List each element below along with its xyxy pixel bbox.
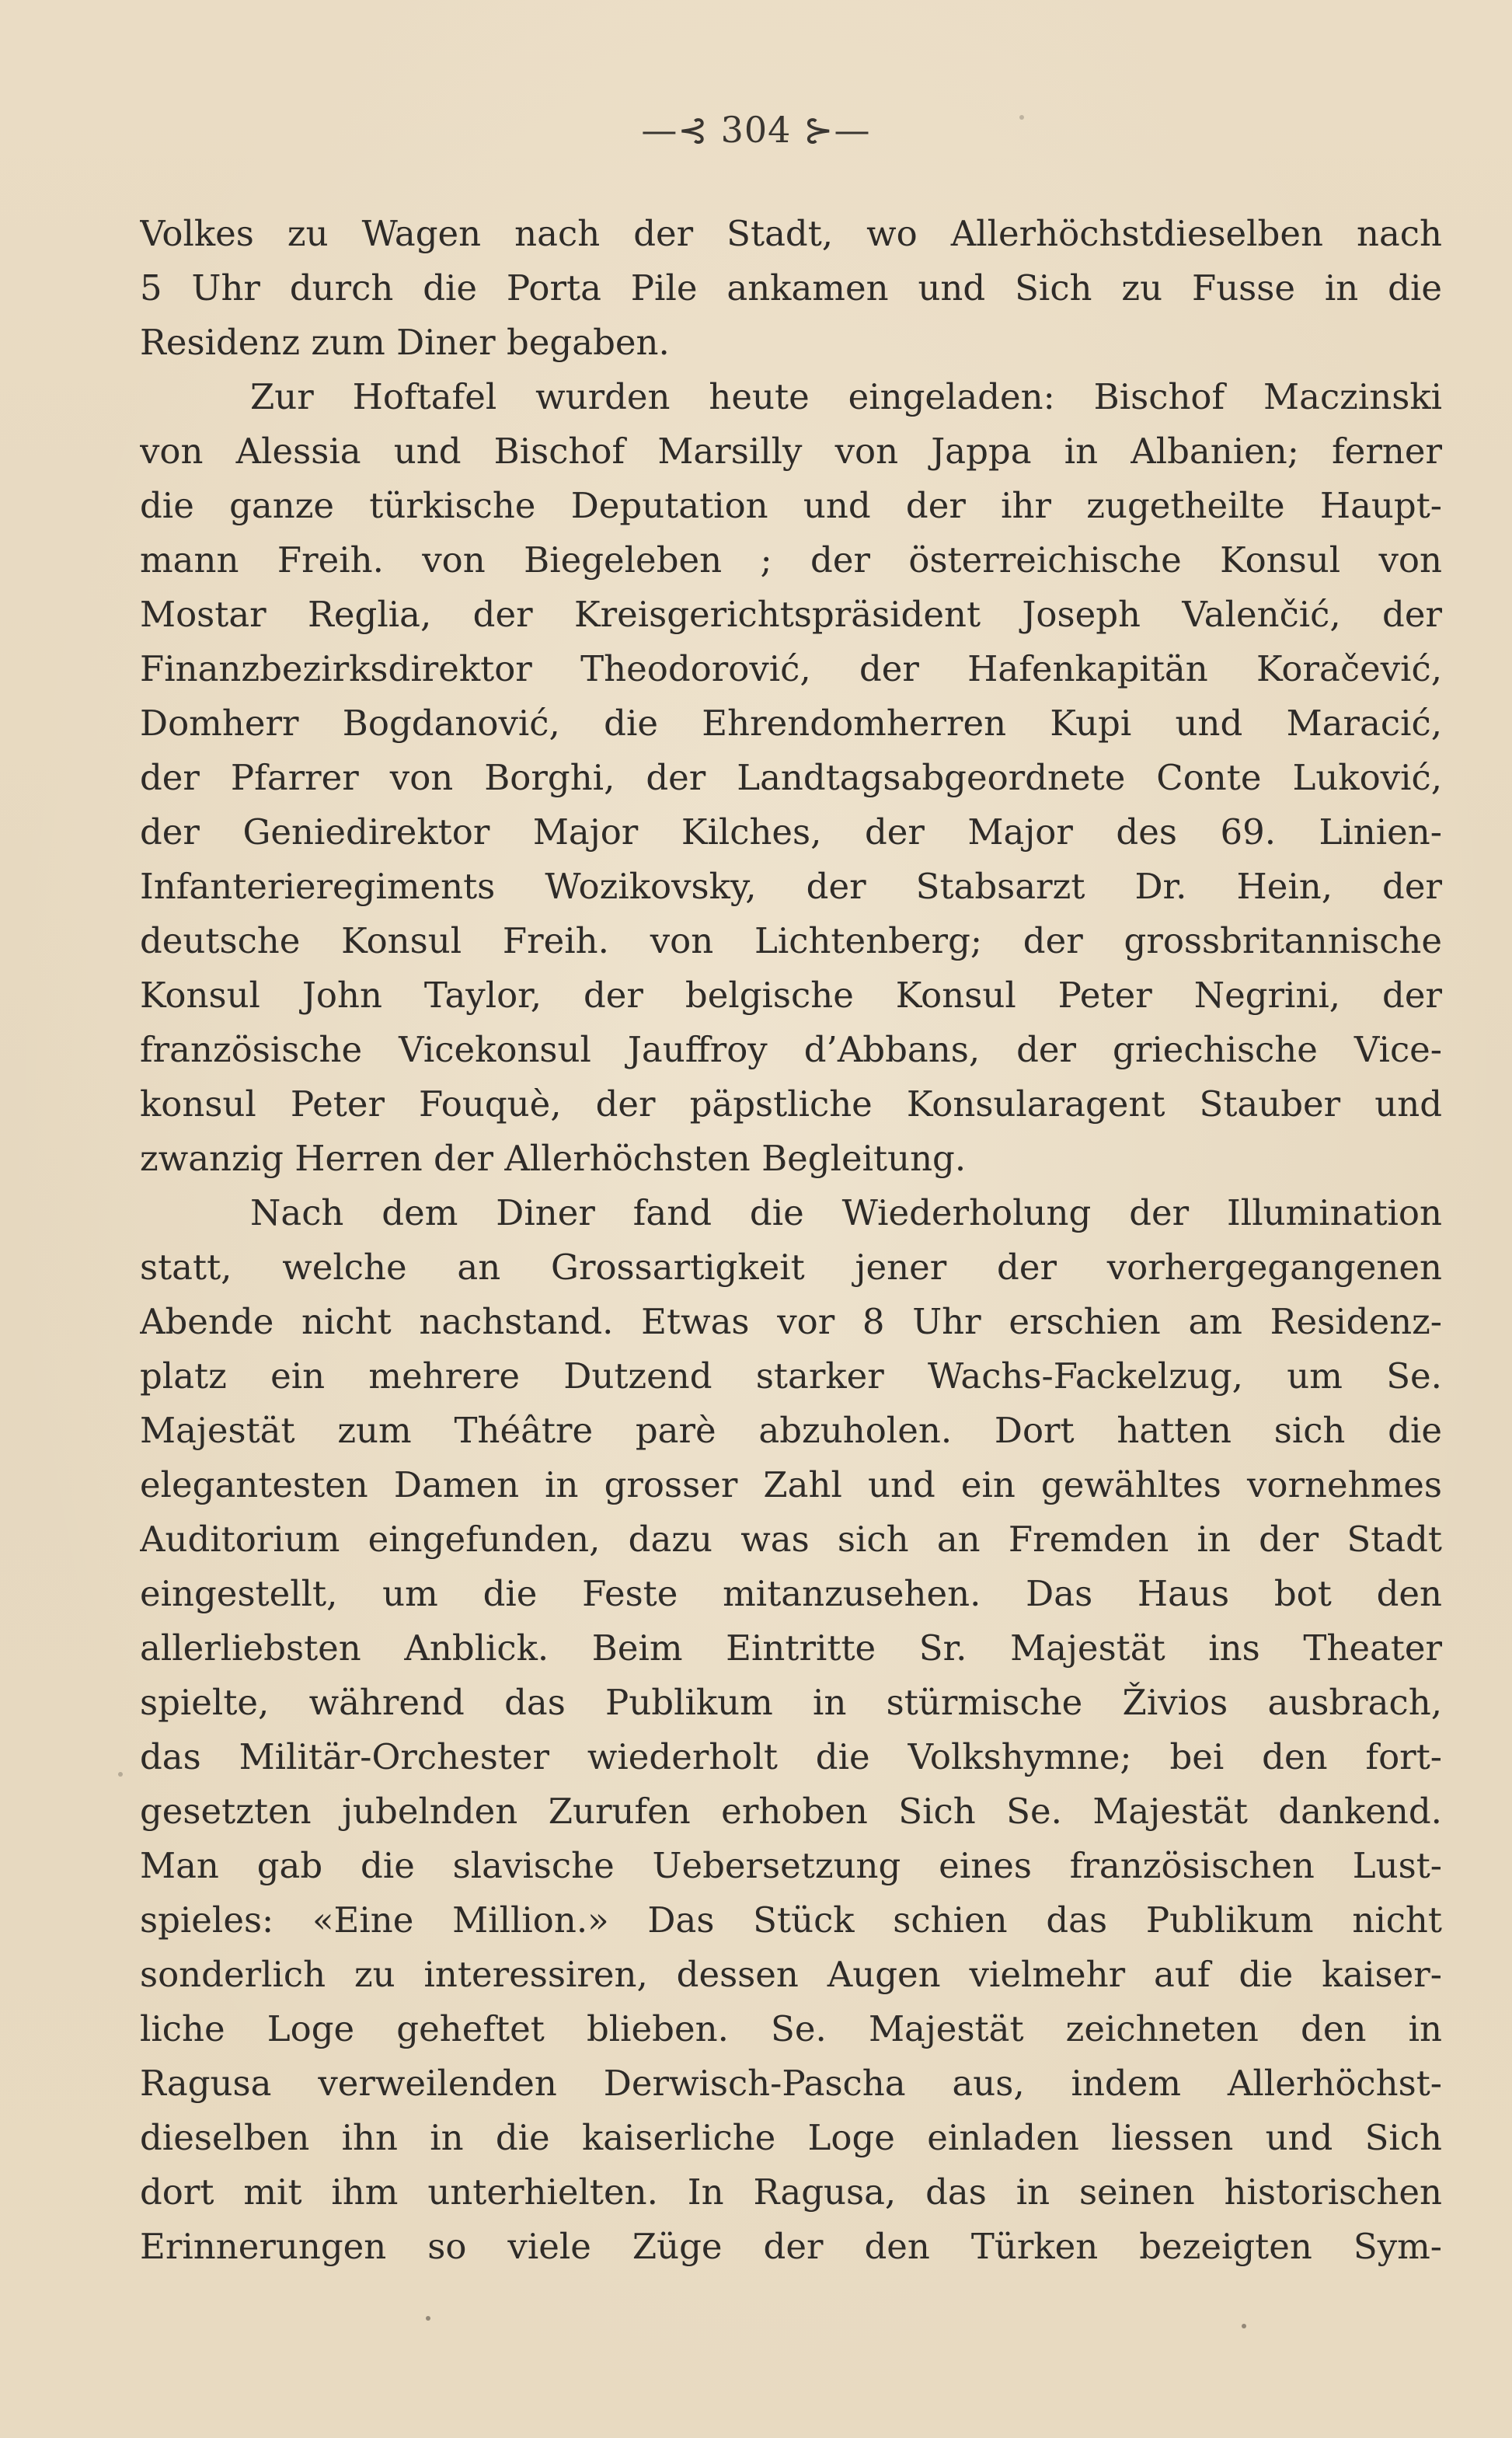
paper-speck [1019, 115, 1024, 120]
text-line: 5 Uhr durch die Porta Pile ankamen und Sich zu Fusse in die [140, 267, 1442, 309]
text-line: deutsche Konsul Freih. von Lichtenberg; der grossbritannische [140, 920, 1442, 961]
text-line: französische Vicekonsul Jauffroy d’Abbans, der griechische Vice- [140, 1029, 1442, 1070]
text-line: Abende nicht nachstand. Etwas vor 8 Uhr erschien am Residenz- [140, 1301, 1442, 1342]
text-line: sonderlich zu interessiren, dessen Augen vielmehr auf die kaiser- [140, 1954, 1442, 1995]
text-line: Auditorium eingefunden, dazu was sich an Fremden in der Stadt [140, 1519, 1442, 1560]
paper-speck [1242, 2324, 1246, 2328]
text-line: dort mit ihm unterhielten. In Ragusa, das in seinen historischen [140, 2171, 1442, 2213]
text-line: der Geniedirektor Major Kilches, der Major des 69. Linien- [140, 811, 1442, 853]
text-line: gesetzten jubelnden Zurufen erhoben Sich Se. Majestät dankend. [140, 1791, 1442, 1832]
paper-speck [426, 2316, 430, 2321]
text-line: Residenz zum Diner begaben. [140, 322, 670, 363]
text-line: Mostar Reglia, der Kreisgerichtspräsident Joseph Valenčić, der [140, 594, 1442, 635]
text-line: Zur Hoftafel wurden heute eingeladen: Bischof Maczinski [250, 376, 1442, 417]
text-line: Erinnerungen so viele Züge der den Türken bezeigten Sym- [140, 2226, 1442, 2267]
text-line: Man gab die slavische Uebersetzung eines französischen Lust- [140, 1845, 1442, 1886]
text-line: die ganze türkische Deputation und der ihr zugetheilte Haupt- [140, 485, 1442, 526]
text-line: Finanzbezirksdirektor Theodorović, der Hafenkapitän Koračević, [140, 648, 1442, 689]
text-line: eingestellt, um die Feste mitanzusehen. Das Haus bot den [140, 1573, 1442, 1614]
page-number: —⊰ 304 ⊱— [641, 109, 871, 151]
text-line: zwanzig Herren der Allerhöchsten Begleitung. [140, 1138, 967, 1179]
text-line: Konsul John Taylor, der belgische Konsul Peter Negrini, der [140, 975, 1442, 1016]
text-line: elegantesten Damen in grosser Zahl und ein gewähltes vornehmes [140, 1464, 1442, 1505]
text-line: mann Freih. von Biegeleben ; der österreichische Konsul von [140, 539, 1442, 581]
text-line: Majestät zum Théâtre parè abzuholen. Dort hatten sich die [140, 1410, 1442, 1451]
body-text [140, 207, 1442, 2274]
text-line: Nach dem Diner fand die Wiederholung der Illumination [250, 1192, 1442, 1233]
text-line: dieselben ihn in die kaiserliche Loge einladen liessen und Sich [140, 2117, 1442, 2158]
text-line: statt, welche an Grossartigkeit jener der vorhergegangenen [140, 1247, 1442, 1288]
text-line: der Pfarrer von Borghi, der Landtagsabgeordnete Conte Luković, [140, 757, 1442, 798]
text-line: von Alessia und Bischof Marsilly von Jappa in Albanien; ferner [140, 431, 1442, 472]
text-line: Volkes zu Wagen nach der Stadt, wo Allerhöchstdieselben nach [140, 213, 1442, 254]
text-line: spieles: «Eine Million.» Das Stück schien das Publikum nicht [140, 1899, 1442, 1941]
text-line: liche Loge geheftet blieben. Se. Majestät zeichneten den in [140, 2008, 1442, 2049]
text-line: das Militär-Orchester wiederholt die Volkshymne; bei den fort- [140, 1736, 1442, 1777]
text-line: Ragusa verweilenden Derwisch-Pascha aus, indem Allerhöchst- [140, 2063, 1442, 2104]
text-line: Domherr Bogdanović, die Ehrendomherren Kupi und Maracić, [140, 703, 1442, 744]
paper-speck [118, 1772, 123, 1777]
text-line: Infanterieregiments Wozikovsky, der Stabsarzt Dr. Hein, der [140, 866, 1442, 907]
text-line: spielte, während das Publikum in stürmische Živios ausbrach, [140, 1682, 1442, 1723]
text-line: platz ein mehrere Dutzend starker Wachs-Fackelzug, um Se. [140, 1355, 1442, 1397]
text-line: konsul Peter Fouquè, der päpstliche Konsularagent Stauber und [140, 1083, 1442, 1125]
text-line: allerliebsten Anblick. Beim Eintritte Sr. Majestät ins Theater [140, 1627, 1442, 1669]
